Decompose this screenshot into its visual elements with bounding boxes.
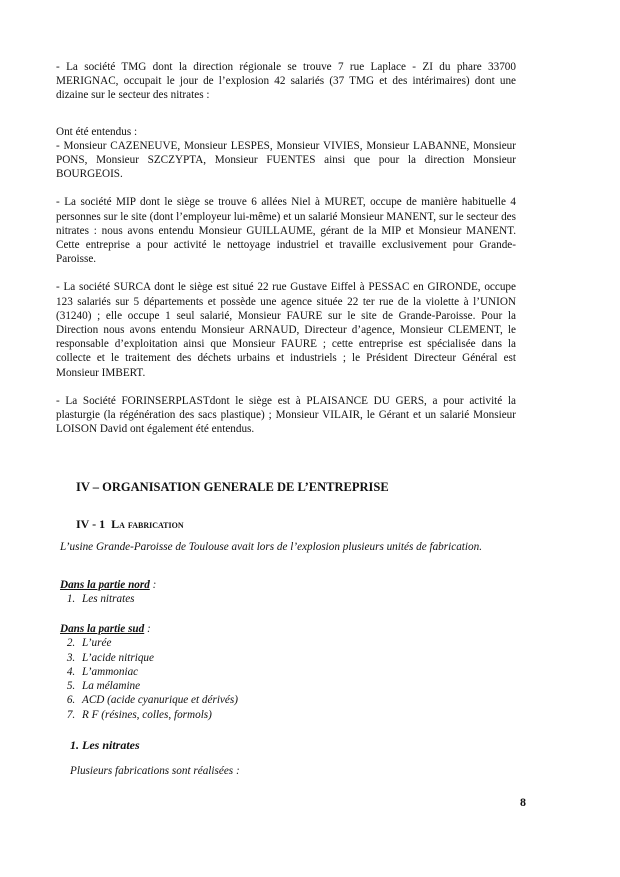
paragraph-surca: - La société SURCA dont le siège est situé 22 rue Gustave Eiffel à PESSAC en GIRONDE, occupe 123 salariés sur 5 départements et possède une agence située 22 ter rue de la violette à l’UNION (31240) ; elle occupe 1 seul salarié, Monsieur FAURE sur le site de Grande-Paroisse. Pour la Direction nous avons entendu Monsieur ARNAUD, Directeur d’agence, Monsieur CLEMENT, le responsable d’exploitation ainsi que Monsieur FAURE ; cette entreprise est spécialisée dans la collecte et le traitement des déchets urbains et industriels ; le Président Directeur Général est Monsieur IMBERT. <box>56 281 516 379</box>
page-number: 8 <box>520 795 526 809</box>
nitrates-intro: Plusieurs fabrications sont réalisées : <box>70 765 240 777</box>
list-item: 6. ACD (acide cyanurique et dérivés) <box>78 693 238 707</box>
list-item: 1. Les nitrates <box>78 592 156 606</box>
paragraph-forinserplast: - La Société FORINSERPLASTdont le siège est à PLAISANCE DU GERS, a pour activité la plasturgie (la régénération des sacs plastique) ; Monsieur VILAIR, le Gérant et un salarié Monsieur LOISON David ont également été entendus. <box>56 394 516 436</box>
body-text-block <box>56 60 516 436</box>
paragraph-heard-heading: Ont été entendus : <box>56 125 138 138</box>
paragraph-mip: - La société MIP dont le siège se trouve 6 allées Niel à MURET, occupe de manière habituelle 4 personnes sur le site (dont l’employeur lui-même) et un salarié Monsieur MANENT, sur le secteur des nitrates : nous avons entendu Monsieur GUILLAUME, gérant de la MIP et Monsieur MANENT. Cette entreprise a pour activité le nettoyage industriel et travaille exclusivement pour Grande-Paroisse. <box>56 196 516 266</box>
subsection-heading <box>76 517 184 532</box>
paragraph-heard-list: - Monsieur CAZENEUVE, Monsieur LESPES, Monsieur VIVIES, Monsieur LABANNE, Monsieur PONS, Monsieur SZCZYPTA, Monsieur FUENTES ainsi que pour la direction Monsieur BOURGEOIS. <box>56 139 516 181</box>
north-list: Dans la partie nord : 1. Les nitrates <box>60 578 156 607</box>
list-item: 3. L’acide nitrique <box>78 651 238 665</box>
list-item: 4. L’ammoniac <box>78 665 238 679</box>
list-item: 2. L’urée <box>78 636 238 650</box>
intro-text: L’usine Grande-Paroisse de Toulouse avait lors de l’explosion plusieurs unités de fabrication. <box>60 541 482 553</box>
subsection-title: La fabrication <box>111 517 184 531</box>
list-item: 7. R F (résines, colles, formols) <box>78 708 238 722</box>
south-list: Dans la partie sud : 2. L’urée 3. L’acide nitrique 4. L’ammoniac 5. La mélamine 6. ACD (acide cyanurique et dérivés) 7. R F (résines, colles, formols) <box>60 622 238 722</box>
south-label: Dans la partie sud <box>60 623 145 635</box>
north-label: Dans la partie nord <box>60 579 150 591</box>
paragraph-tmg: - La société TMG dont la direction régionale se trouve 7 rue Laplace - ZI du phare 33700 MERIGNAC, occupait le jour de l’explosion 42 salariés (37 TMG et des intérimaires) dont une dizaine sur le secteur des nitrates : <box>56 61 516 102</box>
section-heading: IV – ORGANISATION GENERALE DE L’ENTREPRISE <box>76 480 389 494</box>
subsection-number: IV - 1 <box>76 517 106 531</box>
list-item: 5. La mélamine <box>78 679 238 693</box>
nitrates-heading: 1. Les nitrates <box>70 738 140 752</box>
